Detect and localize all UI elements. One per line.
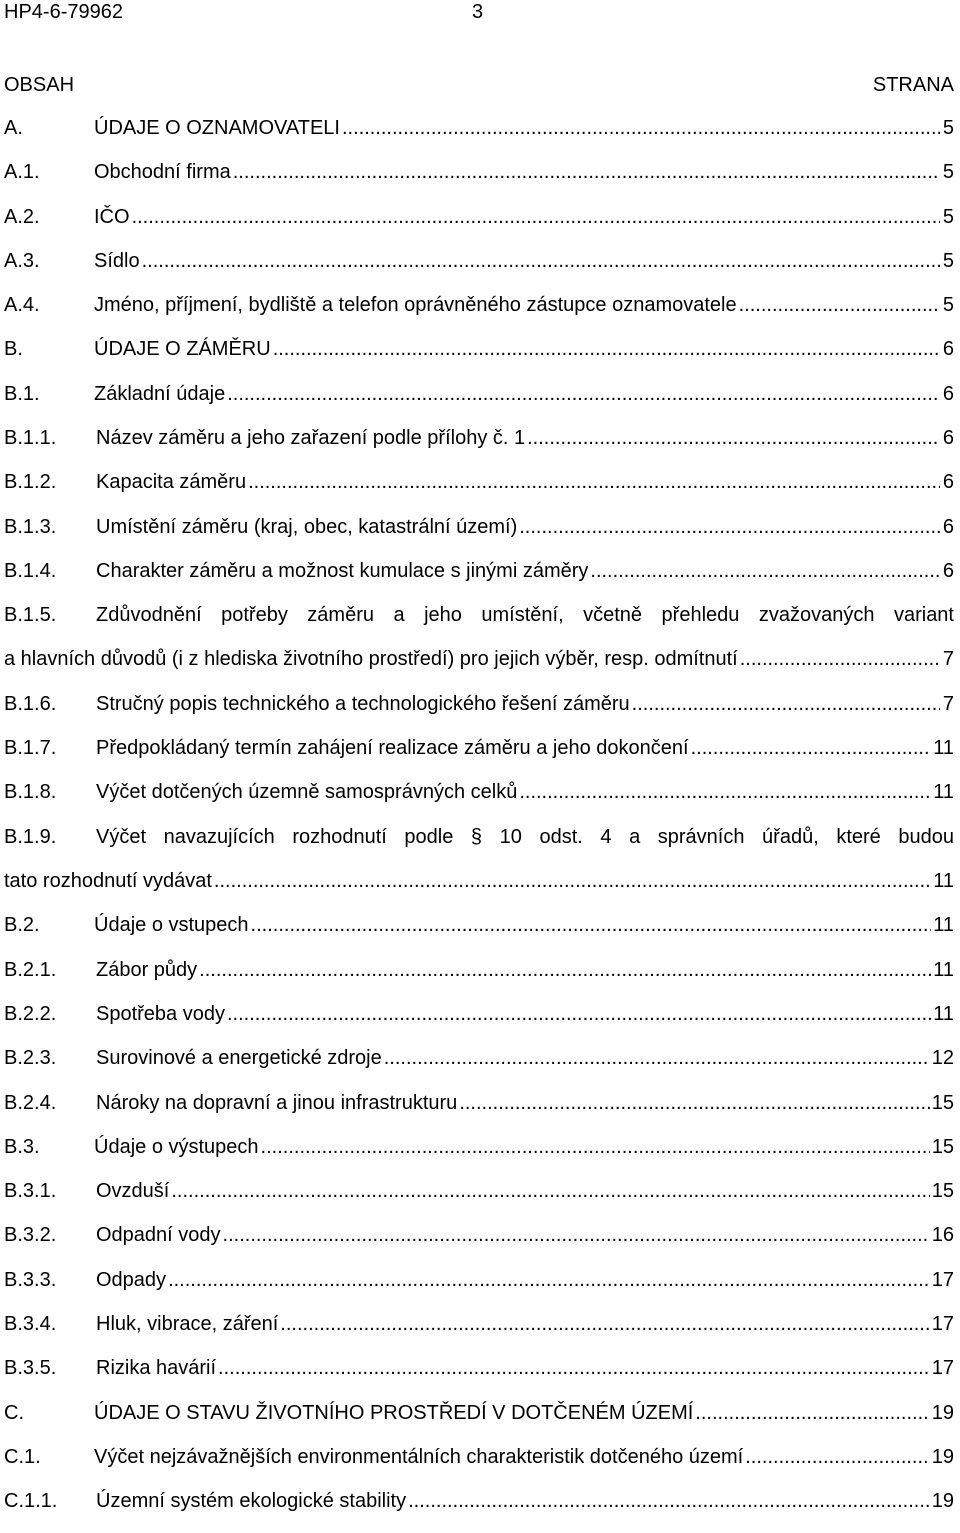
toc-entry-number: A. bbox=[4, 117, 23, 139]
toc-entry-page: 5 bbox=[942, 205, 954, 228]
toc-entry-page: 16 bbox=[931, 1224, 954, 1247]
toc-entry-title-continued: a hlavních důvodů (i z hlediska životního prostředí) pro jejich výběr, resp. odmítnutí bbox=[4, 648, 738, 671]
toc-dot-leader bbox=[199, 957, 931, 983]
toc-entry-page: 19 bbox=[931, 1445, 954, 1468]
toc-entry[interactable] bbox=[4, 912, 954, 956]
toc-entry-title: Předpokládaný termín zahájení realizace záměru a jeho dokončení bbox=[96, 737, 689, 760]
toc-entry-page: 6 bbox=[942, 471, 954, 494]
toc-entry-number: B.2. bbox=[4, 914, 40, 937]
toc-dot-leader bbox=[342, 115, 940, 141]
toc-entry[interactable] bbox=[4, 779, 954, 823]
toc-entry[interactable] bbox=[4, 1045, 954, 1089]
toc-entry-number: B.1.3. bbox=[4, 515, 57, 538]
toc-entry-title: Výčet dotčených územně samosprávných celků bbox=[96, 781, 518, 804]
toc-entry[interactable] bbox=[4, 1355, 954, 1399]
toc-entry-page: 6 bbox=[942, 515, 954, 538]
toc-entry-page: 19 bbox=[931, 1490, 954, 1513]
toc-entry[interactable] bbox=[4, 1311, 954, 1355]
toc-entry-number: B.2.2. bbox=[4, 1002, 57, 1025]
toc-entry-page: 11 bbox=[933, 958, 954, 981]
toc-entry-title: Územní systém ekologické stability bbox=[96, 1490, 407, 1513]
toc-entry-page: 17 bbox=[931, 1357, 954, 1380]
toc-heading-row bbox=[4, 72, 954, 98]
toc-entry-page: 11 bbox=[933, 737, 954, 760]
toc-entry[interactable] bbox=[4, 602, 954, 691]
toc-dot-leader bbox=[408, 1488, 930, 1514]
toc-entry-page: 5 bbox=[942, 117, 954, 139]
table-of-contents bbox=[4, 115, 954, 1533]
toc-entry-number: B.3.5. bbox=[4, 1357, 57, 1380]
toc-entry-title: Surovinové a energetické zdroje bbox=[96, 1047, 382, 1070]
toc-entry-title: Stručný popis technického a technologického řešení záměru bbox=[96, 692, 630, 715]
toc-entry-number: B.1. bbox=[4, 382, 40, 405]
toc-dot-leader bbox=[745, 1444, 930, 1470]
toc-entry[interactable] bbox=[4, 1488, 954, 1532]
toc-entry-page: 5 bbox=[942, 249, 954, 272]
toc-entry-title: Ovzduší bbox=[96, 1180, 170, 1203]
toc-entry-title: Základní údaje bbox=[94, 382, 226, 405]
toc-dot-leader bbox=[384, 1045, 930, 1071]
toc-entry-title: Nároky na dopravní a jinou infrastrukturu bbox=[96, 1091, 458, 1114]
toc-entry-page: 5 bbox=[942, 161, 954, 184]
toc-entry-page: 17 bbox=[931, 1268, 954, 1291]
toc-entry[interactable] bbox=[4, 115, 954, 159]
toc-entry-title: Obchodní firma bbox=[94, 161, 231, 184]
toc-entry-number: B.1.4. bbox=[4, 559, 57, 582]
toc-entry-number: B.1.8. bbox=[4, 781, 57, 804]
toc-entry[interactable] bbox=[4, 1134, 954, 1178]
toc-entry-number: B.2.1. bbox=[4, 958, 57, 981]
toc-entry-title: Zdůvodnění potřeby záměru a jeho umístění, včetně přehledu zvažovaných variant bbox=[96, 604, 954, 627]
page-header bbox=[4, 0, 954, 24]
toc-entry-title: Odpadní vody bbox=[96, 1224, 221, 1247]
toc-dot-leader bbox=[459, 1090, 929, 1116]
toc-entry-title: Hluk, vibrace, záření bbox=[96, 1313, 279, 1336]
toc-dot-leader bbox=[273, 336, 940, 362]
toc-entry[interactable] bbox=[4, 292, 954, 336]
toc-entry-number: B.2.3. bbox=[4, 1047, 57, 1070]
toc-entry[interactable] bbox=[4, 1400, 954, 1444]
toc-entry-title: Charakter záměru a možnost kumulace s jinými záměry bbox=[96, 559, 589, 582]
toc-entry-number: B.3.1. bbox=[4, 1180, 57, 1203]
toc-entry-page: 19 bbox=[931, 1401, 954, 1424]
toc-entry-title: Výčet nejzávažnějších environmentálních charakteristik dotčeného území bbox=[94, 1445, 744, 1468]
toc-entry-title-continued: tato rozhodnutí vydávat bbox=[4, 869, 212, 892]
toc-dot-leader bbox=[142, 248, 940, 274]
toc-entry-title: Výčet navazujících rozhodnutí podle § 10 odst. 4 a správních úřadů, které budou bbox=[96, 825, 954, 848]
toc-dot-leader bbox=[168, 1267, 930, 1293]
toc-dot-leader bbox=[740, 646, 940, 672]
toc-entry[interactable] bbox=[4, 957, 954, 1001]
toc-entry-page: 11 bbox=[933, 781, 954, 804]
toc-entry[interactable] bbox=[4, 514, 954, 558]
toc-dot-leader bbox=[519, 779, 931, 805]
toc-entry-title: Sídlo bbox=[94, 249, 140, 272]
toc-dot-leader bbox=[691, 735, 932, 761]
toc-entry-page: 11 bbox=[933, 1002, 954, 1025]
toc-entry-number: B.3.2. bbox=[4, 1224, 57, 1247]
toc-entry[interactable] bbox=[4, 1267, 954, 1311]
toc-entry-number: C.1. bbox=[4, 1445, 41, 1468]
toc-entry-title: Název záměru a jeho zařazení podle přílohy č. 1 bbox=[96, 427, 526, 450]
toc-entry-title: Odpady bbox=[96, 1268, 167, 1291]
toc-dot-leader bbox=[227, 1001, 931, 1027]
toc-dot-leader bbox=[132, 204, 940, 230]
toc-entry-number: B.1.2. bbox=[4, 471, 57, 494]
toc-entry-number: B.1.6. bbox=[4, 692, 57, 715]
toc-entry[interactable] bbox=[4, 1001, 954, 1045]
toc-entry-number: C.1.1. bbox=[4, 1490, 58, 1513]
toc-entry-page: 15 bbox=[931, 1091, 954, 1114]
toc-dot-leader bbox=[261, 1134, 930, 1160]
page-number: 3 bbox=[472, 1, 484, 23]
toc-entry-page: 5 bbox=[942, 294, 954, 317]
toc-entry-page: 6 bbox=[942, 427, 954, 450]
toc-entry-page: 15 bbox=[931, 1180, 954, 1203]
toc-entry-number: B.1.7. bbox=[4, 737, 57, 760]
toc-entry-number: C. bbox=[4, 1401, 24, 1424]
toc-entry[interactable] bbox=[4, 735, 954, 779]
toc-entry[interactable] bbox=[4, 248, 954, 292]
toc-dot-leader bbox=[280, 1311, 929, 1337]
toc-entry-page: 11 bbox=[933, 914, 954, 937]
toc-entry-title: Kapacita záměru bbox=[96, 471, 247, 494]
document-id: HP4-6-79962 bbox=[4, 1, 123, 23]
toc-entry[interactable] bbox=[4, 159, 954, 203]
toc-dot-leader bbox=[248, 469, 940, 495]
toc-entry-number: A.1. bbox=[4, 161, 40, 184]
toc-dot-leader bbox=[223, 1222, 930, 1248]
toc-dot-leader bbox=[227, 381, 940, 407]
toc-entry-page: 7 bbox=[942, 648, 954, 671]
toc-entry[interactable] bbox=[4, 824, 954, 913]
toc-entry-title: Spotřeba vody bbox=[96, 1002, 225, 1025]
toc-entry-number: B.1.1. bbox=[4, 427, 57, 450]
toc-entry[interactable] bbox=[4, 204, 954, 248]
toc-entry-number: B.1.5. bbox=[4, 604, 57, 627]
toc-entry-title: Zábor půdy bbox=[96, 958, 198, 981]
toc-entry[interactable] bbox=[4, 1090, 954, 1134]
toc-entry[interactable] bbox=[4, 336, 954, 380]
toc-page-column-heading: STRANA bbox=[872, 74, 954, 96]
toc-entry-title: IČO bbox=[94, 205, 130, 228]
toc-entry[interactable] bbox=[4, 381, 954, 425]
toc-dot-leader bbox=[590, 558, 940, 584]
toc-heading: OBSAH bbox=[4, 74, 75, 96]
toc-entry-number: B.3.4. bbox=[4, 1313, 57, 1336]
toc-entry-number: B.1.9. bbox=[4, 825, 57, 848]
toc-entry-number: A.2. bbox=[4, 205, 40, 228]
toc-entry-title: Údaje o výstupech bbox=[94, 1135, 259, 1158]
toc-dot-leader bbox=[519, 514, 940, 540]
toc-entry-page: 6 bbox=[942, 338, 954, 361]
toc-entry-page: 11 bbox=[933, 869, 954, 892]
toc-entry-title: Údaje o vstupech bbox=[94, 914, 249, 937]
toc-entry-title: Rizika havárií bbox=[96, 1357, 217, 1380]
toc-entry-number: A.3. bbox=[4, 249, 40, 272]
toc-entry-page: 17 bbox=[931, 1313, 954, 1336]
toc-entry[interactable] bbox=[4, 558, 954, 602]
toc-entry-number: B. bbox=[4, 338, 23, 361]
toc-dot-leader bbox=[233, 159, 940, 185]
toc-entry-number: A.4. bbox=[4, 294, 40, 317]
toc-entry[interactable] bbox=[4, 1222, 954, 1266]
toc-dot-leader bbox=[695, 1400, 929, 1426]
toc-entry[interactable] bbox=[4, 469, 954, 513]
toc-entry-title: ÚDAJE O OZNAMOVATELI bbox=[94, 117, 340, 139]
toc-entry-number: B.3. bbox=[4, 1135, 40, 1158]
toc-entry-number: B.3.3. bbox=[4, 1268, 57, 1291]
toc-entry-page: 15 bbox=[931, 1135, 954, 1158]
toc-dot-leader bbox=[739, 292, 940, 318]
toc-dot-leader bbox=[214, 868, 931, 894]
toc-dot-leader bbox=[251, 912, 932, 938]
toc-entry-page: 7 bbox=[942, 692, 954, 715]
toc-entry-page: 6 bbox=[942, 382, 954, 405]
toc-dot-leader bbox=[527, 425, 940, 451]
toc-entry-title: Jméno, příjmení, bydliště a telefon oprávněného zástupce oznamovatele bbox=[94, 294, 737, 317]
toc-dot-leader bbox=[171, 1178, 929, 1204]
toc-entry-title: ÚDAJE O ZÁMĚRU bbox=[94, 338, 271, 361]
toc-dot-leader bbox=[632, 691, 940, 717]
toc-entry[interactable] bbox=[4, 1178, 954, 1222]
toc-entry[interactable] bbox=[4, 425, 954, 469]
toc-entry-title: ÚDAJE O STAVU ŽIVOTNÍHO PROSTŘEDÍ V DOTČENÉM ÚZEMÍ bbox=[94, 1401, 694, 1424]
toc-entry-page: 12 bbox=[931, 1047, 954, 1070]
toc-entry-page: 6 bbox=[942, 559, 954, 582]
toc-entry-title: Umístění záměru (kraj, obec, katastrální území) bbox=[96, 515, 518, 538]
toc-entry-number: B.2.4. bbox=[4, 1091, 57, 1114]
toc-dot-leader bbox=[218, 1355, 930, 1381]
toc-entry[interactable] bbox=[4, 1444, 954, 1488]
toc-entry[interactable] bbox=[4, 691, 954, 735]
